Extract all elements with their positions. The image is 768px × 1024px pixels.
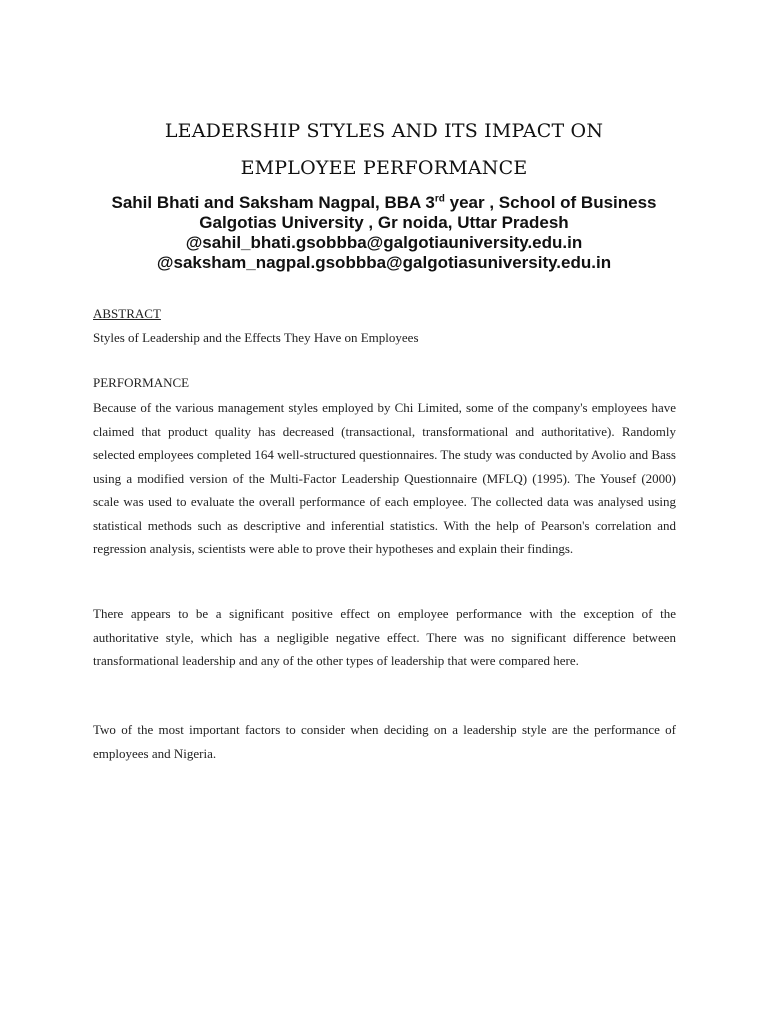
- title-line-2: EMPLOYEE PERFORMANCE: [240, 157, 528, 179]
- abstract-paragraph-2: There appears to be a significant positive effect on employee performance with the exception of the authoritative style, which has a negligible negative effect. There was no significant difference between transformational leadership and any of the other types of leadership that were compared here.: [93, 606, 676, 668]
- author-line-2: Galgotias University , Gr noida, Uttar Pradesh: [199, 213, 569, 232]
- author-school: year , School of Business: [444, 193, 657, 212]
- title-line-1: LEADERSHIP STYLES AND ITS IMPACT ON: [164, 120, 604, 142]
- author-block: [0, 193, 768, 273]
- abstract-paragraph-1: Because of the various management styles employed by Chi Limited, some of the company's employees have claimed that product quality has decreased (transactional, transformational and authoritative). Randomly selected employees completed 164 well-structured questionnaires. The study was conducted by Avolio and Bass using a modified version of the Multi-Factor Leadership Questionnaire (MFLQ) (1995). The Yousef (2000) scale was used to evaluate the overall performance of each employee. The collected data was analysed using statistical methods such as descriptive and inferential statistics. With the help of Pearson's correlation and regression analysis, scientists were able to prove their hypotheses and explain their findings.: [93, 400, 676, 556]
- abstract-paragraph-3: Two of the most important factors to consider when deciding on a leadership style are the performance of employees and Nigeria.: [93, 722, 676, 761]
- abstract-heading: ABSTRACT: [93, 306, 161, 321]
- section-heading: PERFORMANCE: [93, 375, 190, 390]
- author-email-1: @sahil_bhati.gsobbba@galgotiauniversity.edu.in: [185, 233, 583, 252]
- abstract-subtitle: Styles of Leadership and the Effects They Have on Employees: [93, 330, 419, 345]
- author-names: Sahil Bhati and Saksham Nagpal, BBA 3: [111, 193, 435, 212]
- author-line-1: [0, 193, 768, 213]
- ordinal-superscript: rd: [434, 193, 445, 205]
- author-email-2: @saksham_nagpal.gsobbba@galgotiasuniversity.edu.in: [156, 253, 612, 272]
